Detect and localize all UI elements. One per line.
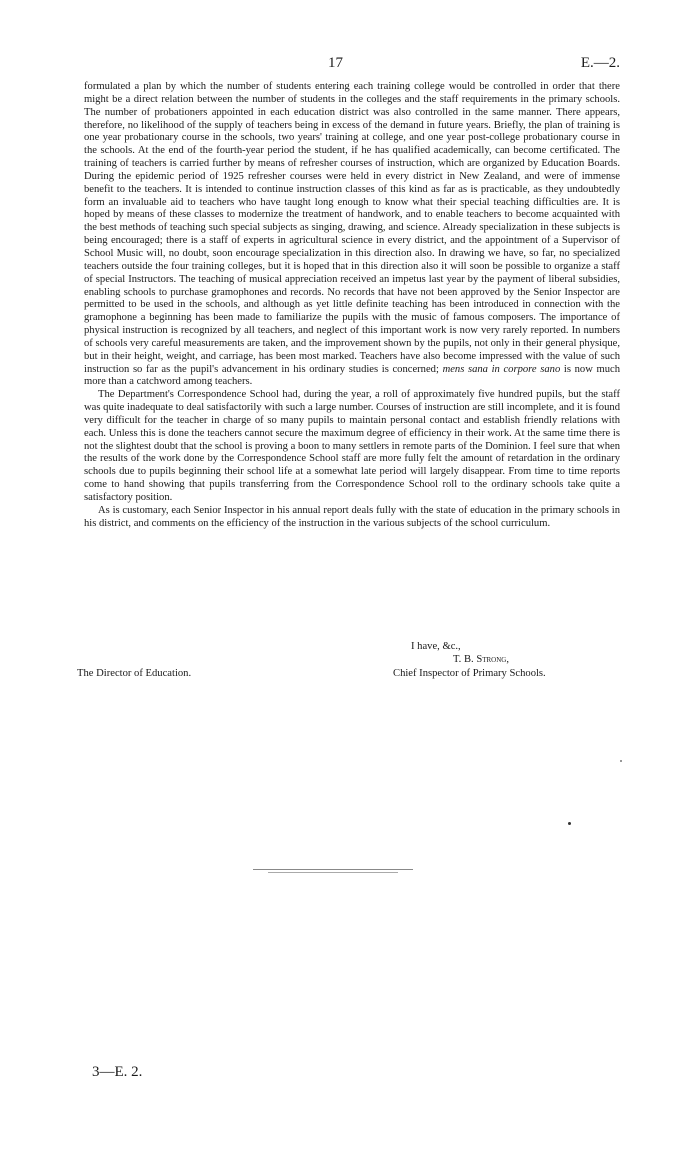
ink-speck bbox=[568, 822, 571, 825]
sheet-mark: 3—E. 2. bbox=[92, 1064, 143, 1080]
page-number: 17 bbox=[328, 55, 343, 71]
report-body bbox=[84, 81, 620, 531]
divider-rule bbox=[253, 869, 413, 870]
report-code: E.—2. bbox=[580, 55, 620, 71]
ink-speck bbox=[620, 760, 622, 762]
salutation: I have, &c., bbox=[411, 641, 461, 652]
addressee: The Director of Education. bbox=[77, 668, 192, 679]
paragraph-inspector-reports: As is customary, each Senior Inspector in his annual report deals fully with the state of education in the primary schools in his district, and comments on the efficiency of the instruction in the various subjects of the school curriculum. bbox=[84, 504, 620, 529]
page-header bbox=[0, 55, 700, 75]
paragraph-correspondence-school: The Department's Correspondence School had, during the year, a roll of approximately five hundred pupils, but the staff was quite inadequate to deal satisfactorily with such a large number. Courses of instruction are still incomplete, and it is found very difficult for the teacher in charge of so many pupils to maintain personal contact and establish friendly relations with each. Unless this is done the teachers cannot secure the maximum degree of efficiency in their work. At the same time there is not the slightest doubt that the school is proving a boon to many settlers in remote parts of the Dominion. I feel sure that when the results of the work done by the Correspondence School staff are more fully felt the amount of retardation in the ordinary schools due to pupils beginning their school life at a somewhat late period will largely disappear. From time to time reports come to hand showing that pupils transferring from the Correspondence School roll to the ordinary schools take quite a satisfactory position. bbox=[84, 389, 620, 503]
signatory-name: T. B. Strong, bbox=[453, 654, 509, 665]
divider-rule-lower bbox=[268, 872, 398, 873]
signatory-title: Chief Inspector of Primary Schools. bbox=[393, 668, 546, 679]
latin-phrase: mens sana in corpore sano bbox=[442, 363, 561, 375]
paragraph-training-end: is now much more than a catchword among teachers. bbox=[84, 363, 621, 388]
paragraph-training-text: formulated a plan by which the number of students entering each training college would be controlled in order that there might be a direct relation between the number of students in the colleges and the staff requirements in the primary schools. The number of probationers appointed in each education district was also controlled in the same manner. There appears, therefore, no likelihood of the supply of teachers being in excess of the demand in future years. Briefly, the plan of training is one year probationary course in the schools, two years' training at college, and one year post-college probationary course in the schools. At the end of the fourth-year period the student, if he has qualified academically, can become certificated. The training of teachers is carried further by means of refresher courses of instruction, which are organized by Education Boards. During the epidemic period of 1925 refresher courses were held in every district in New Zealand, and were of immense benefit to the teachers. It is intended to continue instruction classes of this kind as far as is practicable, as they undoubtedly form an invaluable aid to teachers who have taught long enough to know what their special teaching difficulties are. It is hoped by means of these classes to modernize the treatment of handwork, and to enable teachers to become acquainted with the best methods of teaching such special subjects as singing, drawing, and science. Already specialization in these subjects is being encouraged; there is a staff of experts in agricultural science in every district, and the appointment of a Supervisor of School Music will, no doubt, soon encourage specialization in this direction also. In drawing we have, so far, no specialized teachers outside the four training colleges, but it is hoped that in this direction also it will soon be possible to organize a staff of special Instructors. The teaching of musical appreciation received an impetus last year by the payment of liberal subsidies, enabling schools to purchase gramophones and records. No records that have not been approved by the Senior Inspector are permitted to be used in the schools, and although as yet little definite teaching has been introduced in connection with the gramophone a beginning has been made to familiarize the pupils with the music of famous composers. The importance of physical instruction is recognized by all teachers, and neglect of this important work is now very rarely reported. In numbers of schools very careful measurements are taken, and the improvement shown by the pupils, not only in their general physique, but in their height, weight, and carriage, has been most marked. Teachers have also become impressed with the value of such instruction so far as the pupil's advancement in his ordinary studies is concerned; bbox=[84, 81, 620, 375]
paragraph-training bbox=[84, 81, 620, 389]
